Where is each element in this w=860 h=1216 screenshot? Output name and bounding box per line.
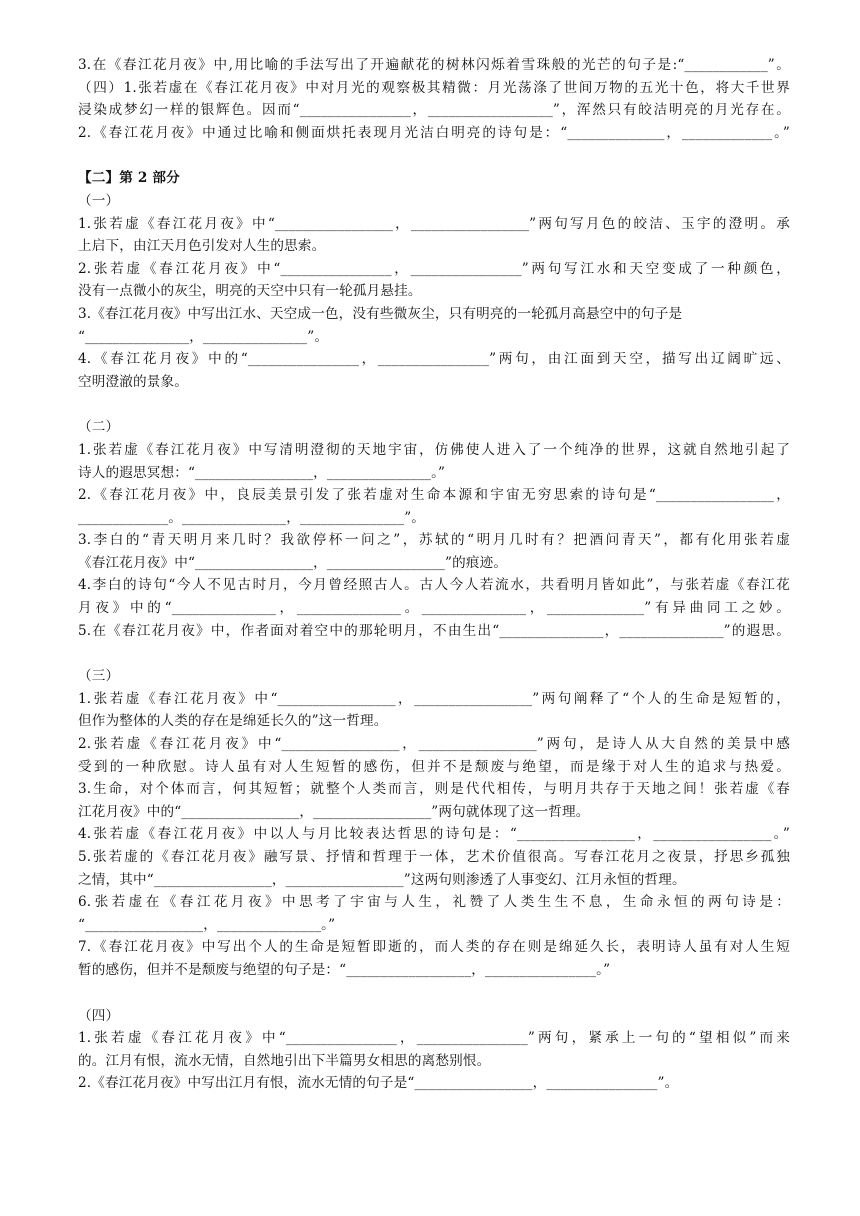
text-line: 6.张若虚在《春江花月夜》中思考了宇宙与人生，礼赞了人类生生不息，生命永恒的两句诗是： — [78, 894, 790, 911]
text-line: 1.张若虚《春江花月夜》中“_________________，_________________”两句阐释了“个人的生命是短暂的， — [78, 690, 790, 707]
text-line: 5.张若虚的《春江花月夜》融写景、抒情和哲理于一体，艺术价值很高。写春江花月之夜景，抒思乡孤独 — [78, 849, 790, 865]
text-line: 2.《春江花月夜》中，良辰美景引发了张若虚对生命本源和宇宙无穷思索的诗句是“_________________， — [78, 487, 790, 504]
text-line: 3.《春江花月夜》中写出江水、天空成一色，没有些微灰尘，只有明亮的一轮孤月高悬空中的句子是 — [78, 305, 683, 322]
text-line: 空明澄澈的景象。 — [78, 373, 188, 390]
section-heading: 【二】第 2 部分 — [78, 170, 180, 187]
text-line: 江花月夜》中的“_________________，_________________”两句就体现了这一哲理。 — [78, 803, 590, 820]
text-line: 3.生命，对个体而言，何其短暂；就整个人类而言，则是代代相传，与明月共存于天地之间！张若虚《春 — [78, 781, 790, 798]
text-line: 上启下，由江天月色引发对人生的思索。 — [78, 238, 326, 255]
text-line: “_________________，_______________。” — [78, 916, 336, 933]
text-line: “_______________，_______________”。 — [78, 328, 329, 345]
text-line: 4.张若虚《春江花月夜》中以人与月比较表达哲思的诗句是：“_________________，_________________。” — [78, 826, 790, 843]
text-line: 2.《春江花月夜》中通过比喻和侧面烘托表现月光洁白明亮的诗句是：“______________，_____________。” — [78, 124, 790, 141]
text-line: 《春江花月夜》中“_________________，_________________”的痕迹。 — [78, 554, 508, 571]
text-line: 月夜》中的“_______________，_______________。_______________，______________”有异曲同工之妙。 — [78, 600, 790, 617]
text-line: （四）1.张若虚在《春江花月夜》中对月光的观察极其精微：月光荡涤了世间万物的五光十色，将大千世界 — [78, 79, 790, 96]
text-line: 暂的感伤，但并不是颓废与绝望的句子是：“__________________，________________。” — [78, 961, 611, 978]
section-spacer — [78, 144, 790, 167]
text-line: （三） — [78, 668, 120, 685]
section-spacer — [78, 982, 790, 1005]
text-line: 3.李白的“青天明月来几时？我欲停杯一问之”，苏轼的“明月几时有？把酒问青天”，都有化用张若虚 — [78, 532, 790, 549]
text-line: （二） — [78, 419, 120, 436]
section-spacer — [78, 642, 790, 665]
text-line: 2.张若虚《春江花月夜》中“_________________，_________________”两句，是诗人从大自然的美景中感 — [78, 736, 790, 753]
text-line: （四） — [78, 1007, 120, 1024]
text-line: 1.张若虚《春江花月夜》中“________________，________________”两句，紧承上一句的“望相似”而来 — [78, 1030, 790, 1047]
text-line: 5.在《春江花月夜》中，作者面对着空中的那轮明月，不由生出“_______________，_______________”的遐思。 — [78, 622, 790, 639]
text-line: 2.《春江花月夜》中写出江月有恨，流水无情的句子是“_________________，________________”。 — [78, 1075, 679, 1092]
text-line: 诗人的遐思冥想：“_________________，_______________。” — [78, 464, 446, 481]
text-line: 4.李白的诗句“今人不见古时月，今月曾经照古人。古人今人若流水，共看明月皆如此”，与张若虚《春江花 — [78, 577, 790, 594]
text-line: 受到的一种欣慰。诗人虽有对人生短暂的感伤，但并不是颓废与绝望，而是缘于对人生的追求与热爱。 — [78, 758, 790, 775]
worksheet-page — [78, 54, 790, 1095]
text-line: 1.张若虚《春江花月夜》中写清明澄彻的天地宇宙，仿佛使人进入了一个纯净的世界，这就自然地引起了 — [78, 441, 790, 458]
text-line: 3.在《春江花月夜》中,用比喻的手法写出了开遍献花的树林闪烁着雪珠般的光芒的句子是:“____________”。 — [78, 57, 790, 73]
text-line: 1.张若虚《春江花月夜》中“_________________，_________________”两句写月色的皎洁、玉宇的澄明。承 — [78, 215, 790, 232]
text-line: 4.《春江花月夜》中的“________________，________________”两句，由江面到天空，描写出辽阔旷远、 — [78, 351, 790, 368]
text-line: 浸染成梦幻一样的银辉色。因而“________________，__________________”，浑然只有皎洁明亮的月光存在。 — [78, 102, 790, 119]
text-line: 2.张若虚《春江花月夜》中“________________，________________”两句写江水和天空变成了一种颜色， — [78, 260, 790, 277]
text-line: 没有一点微小的灰尘，明亮的天空中只有一轮孤月悬挂。 — [78, 283, 422, 300]
text-line: 之情，其中“_________________，_________________”这两句则渗透了人事变幻、江月永恒的哲理。 — [78, 871, 686, 888]
text-line: 但作为整体的人类的存在是绵延长久的”这一哲理。 — [78, 713, 388, 730]
text-line: （一） — [78, 192, 120, 209]
text-line: 的。江月有恨，流水无情，自然地引出下半篇男女相思的离愁别恨。 — [78, 1052, 491, 1069]
text-line: 7.《春江花月夜》中写出个人的生命是短暂即逝的，而人类的存在则是绵延久长，表明诗人虽有对人生短 — [78, 939, 790, 956]
section-spacer — [78, 393, 790, 416]
text-line: _____________。_______________，_______________”。 — [78, 509, 426, 526]
